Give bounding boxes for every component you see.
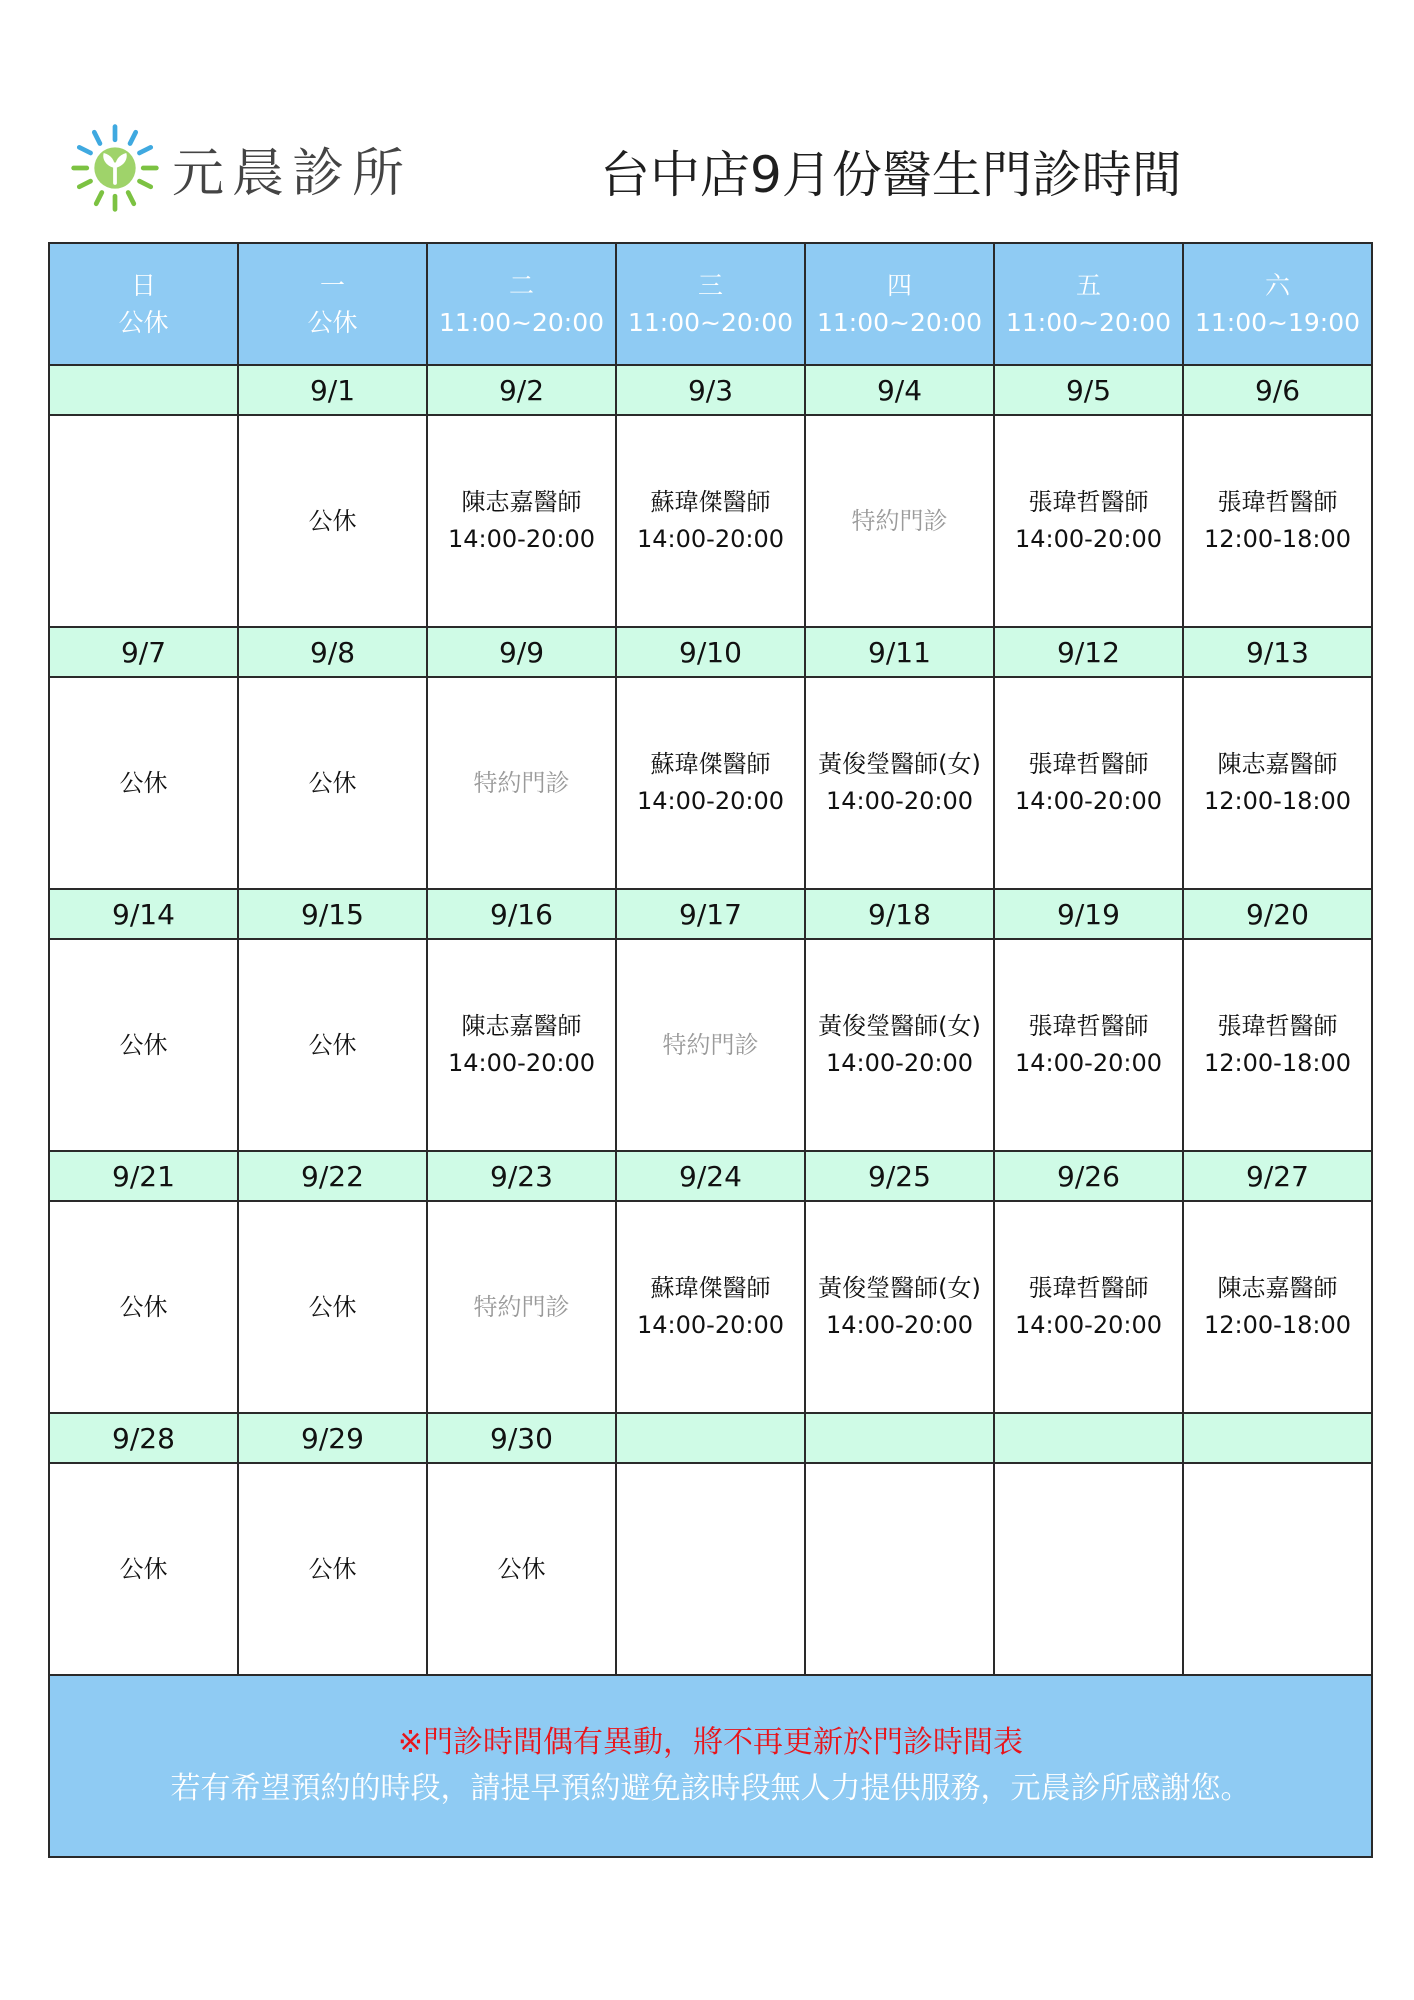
schedule-cell	[238, 415, 427, 627]
clinic-time: 14:00-20:00	[1015, 1311, 1162, 1339]
doctor-name: 特約門診	[662, 1030, 759, 1059]
doctor-name: 張瑋哲醫師	[1028, 488, 1149, 516]
schedule-cell	[1183, 1201, 1372, 1413]
date-cell: 9/30	[427, 1413, 616, 1463]
weekday-header-cell	[238, 243, 427, 365]
date-row	[49, 1151, 1372, 1201]
doctor-name: 特約門診	[851, 506, 948, 535]
schedule-cell	[49, 1463, 238, 1675]
schedule-cell	[238, 1463, 427, 1675]
schedule-cell	[1183, 1463, 1372, 1675]
weekday-label: 四	[886, 271, 912, 300]
weekday-label: 五	[1075, 271, 1101, 300]
doctor-name: 公休	[497, 1554, 546, 1583]
date-cell: 9/17	[616, 889, 805, 939]
doctor-name: 張瑋哲醫師	[1028, 1012, 1149, 1040]
doctor-name: 陳志嘉醫師	[1217, 1274, 1338, 1302]
schedule-cell	[427, 677, 616, 889]
schedule-cell	[49, 1201, 238, 1413]
doctor-name: 黃俊瑩醫師(女)	[818, 750, 981, 778]
schedule-row	[49, 677, 1372, 889]
schedule-cell	[805, 1463, 994, 1675]
clinic-time: 12:00-18:00	[1204, 1049, 1351, 1077]
schedule-table	[48, 242, 1373, 1858]
doctor-name: 公休	[308, 768, 357, 797]
date-row	[49, 627, 1372, 677]
weekday-label: 一	[319, 271, 345, 300]
doctor-name: 特約門診	[473, 1292, 570, 1321]
schedule-row	[49, 1201, 1372, 1413]
weekday-hours: 11:00~19:00	[1194, 308, 1361, 337]
schedule-cell	[49, 939, 238, 1151]
weekday-hours: 11:00~20:00	[1005, 308, 1172, 337]
doctor-name: 公休	[119, 1030, 168, 1059]
weekday-header-cell	[994, 243, 1183, 365]
schedule-cell	[616, 1201, 805, 1413]
notice-row	[49, 1675, 1372, 1857]
doctor-name: 陳志嘉醫師	[1217, 750, 1338, 778]
date-cell: 9/14	[49, 889, 238, 939]
schedule-cell	[616, 939, 805, 1151]
schedule-cell	[427, 1463, 616, 1675]
date-cell	[49, 365, 238, 415]
date-cell: 9/13	[1183, 627, 1372, 677]
weekday-hours: 公休	[118, 308, 169, 337]
date-row	[49, 365, 1372, 415]
clinic-time: 14:00-20:00	[1015, 787, 1162, 815]
doctor-name: 特約門診	[473, 768, 570, 797]
schedule-cell	[1183, 939, 1372, 1151]
schedule-cell	[427, 415, 616, 627]
date-cell	[616, 1413, 805, 1463]
clinic-time: 14:00-20:00	[826, 1311, 973, 1339]
schedule-row	[49, 415, 1372, 627]
page-title: 台中店9月份醫生門診時間	[600, 146, 1182, 204]
date-cell: 9/12	[994, 627, 1183, 677]
schedule-cell	[238, 939, 427, 1151]
doctor-name: 公休	[308, 1292, 357, 1321]
schedule-cell	[805, 415, 994, 627]
weekday-hours: 11:00~20:00	[816, 308, 983, 337]
doctor-name: 黃俊瑩醫師(女)	[818, 1274, 981, 1302]
weekday-header-cell	[805, 243, 994, 365]
weekday-hours: 11:00~20:00	[627, 308, 794, 337]
doctor-name: 張瑋哲醫師	[1217, 1012, 1338, 1040]
clinic-name: 元晨診所	[172, 143, 413, 204]
date-cell: 9/1	[238, 365, 427, 415]
schedule-change-warning: ※門診時間偶有異動，將不再更新於門診時間表	[397, 1725, 1024, 1760]
date-cell: 9/18	[805, 889, 994, 939]
schedule-cell	[1183, 677, 1372, 889]
date-row	[49, 1413, 1372, 1463]
doctor-name: 黃俊瑩醫師(女)	[818, 1012, 981, 1040]
schedule-cell	[994, 677, 1183, 889]
date-cell: 9/6	[1183, 365, 1372, 415]
date-cell: 9/29	[238, 1413, 427, 1463]
schedule-row	[49, 1463, 1372, 1675]
clinic-time: 12:00-18:00	[1204, 787, 1351, 815]
doctor-name: 張瑋哲醫師	[1028, 1274, 1149, 1302]
date-cell: 9/11	[805, 627, 994, 677]
date-cell	[805, 1413, 994, 1463]
weekday-header-cell	[616, 243, 805, 365]
weekday-label: 三	[697, 271, 723, 300]
date-cell: 9/9	[427, 627, 616, 677]
date-cell: 9/27	[1183, 1151, 1372, 1201]
weekday-label: 六	[1264, 271, 1290, 300]
clinic-time: 14:00-20:00	[448, 525, 595, 553]
doctor-name: 公休	[119, 1292, 168, 1321]
doctor-name: 蘇瑋傑醫師	[650, 750, 771, 778]
date-cell: 9/5	[994, 365, 1183, 415]
doctor-name: 公休	[308, 506, 357, 535]
schedule-cell	[994, 939, 1183, 1151]
date-cell: 9/7	[49, 627, 238, 677]
clinic-time: 14:00-20:00	[637, 1311, 784, 1339]
doctor-name: 公休	[308, 1554, 357, 1583]
date-cell: 9/20	[1183, 889, 1372, 939]
date-cell: 9/19	[994, 889, 1183, 939]
schedule-cell	[994, 1201, 1183, 1413]
doctor-name: 公休	[308, 1030, 357, 1059]
doctor-name: 張瑋哲醫師	[1217, 488, 1338, 516]
schedule-cell	[994, 1463, 1183, 1675]
date-cell: 9/16	[427, 889, 616, 939]
schedule-cell	[238, 677, 427, 889]
date-cell: 9/3	[616, 365, 805, 415]
schedule-cell	[616, 1463, 805, 1675]
booking-note: 若有希望預約的時段，請提早預約避免該時段無人力提供服務，元晨診所感謝您。	[170, 1771, 1251, 1806]
weekday-label: 日	[130, 271, 156, 300]
notice-cell	[49, 1675, 1372, 1857]
date-cell: 9/28	[49, 1413, 238, 1463]
clinic-time: 14:00-20:00	[448, 1049, 595, 1077]
schedule-cell	[49, 415, 238, 627]
doctor-name: 蘇瑋傑醫師	[650, 1274, 771, 1302]
schedule-cell	[616, 415, 805, 627]
date-cell: 9/21	[49, 1151, 238, 1201]
clinic-time: 14:00-20:00	[637, 525, 784, 553]
doctor-name: 公休	[119, 1554, 168, 1583]
schedule-cell	[616, 677, 805, 889]
date-cell: 9/26	[994, 1151, 1183, 1201]
schedule-cell	[427, 1201, 616, 1413]
date-cell	[1183, 1413, 1372, 1463]
clinic-time: 14:00-20:00	[826, 787, 973, 815]
schedule-cell	[805, 939, 994, 1151]
date-cell: 9/25	[805, 1151, 994, 1201]
clinic-time: 12:00-18:00	[1204, 1311, 1351, 1339]
date-cell: 9/23	[427, 1151, 616, 1201]
date-cell: 9/15	[238, 889, 427, 939]
schedule-cell	[994, 415, 1183, 627]
schedule-cell	[1183, 415, 1372, 627]
schedule-row	[49, 939, 1372, 1151]
doctor-name: 蘇瑋傑醫師	[650, 488, 771, 516]
clinic-time: 12:00-18:00	[1204, 525, 1351, 553]
doctor-name: 陳志嘉醫師	[461, 1012, 582, 1040]
doctor-name: 張瑋哲醫師	[1028, 750, 1149, 778]
weekday-header-cell	[49, 243, 238, 365]
weekday-header-row	[49, 243, 1372, 365]
doctor-name: 陳志嘉醫師	[461, 488, 582, 516]
clinic-time: 14:00-20:00	[637, 787, 784, 815]
date-cell: 9/24	[616, 1151, 805, 1201]
schedule-cell	[805, 1201, 994, 1413]
clinic-time: 14:00-20:00	[1015, 525, 1162, 553]
date-cell: 9/22	[238, 1151, 427, 1201]
date-cell	[994, 1413, 1183, 1463]
date-cell: 9/8	[238, 627, 427, 677]
clinic-time: 14:00-20:00	[1015, 1049, 1162, 1077]
weekday-hours: 公休	[307, 308, 358, 337]
weekday-header-cell	[427, 243, 616, 365]
weekday-label: 二	[508, 271, 534, 300]
date-cell: 9/4	[805, 365, 994, 415]
clinic-time: 14:00-20:00	[826, 1049, 973, 1077]
date-cell: 9/2	[427, 365, 616, 415]
sun-sprout-logo-icon	[68, 118, 162, 218]
schedule-cell	[238, 1201, 427, 1413]
date-cell: 9/10	[616, 627, 805, 677]
date-row	[49, 889, 1372, 939]
schedule-cell	[427, 939, 616, 1151]
weekday-header-cell	[1183, 243, 1372, 365]
clinic-logo	[68, 118, 412, 218]
doctor-name: 公休	[119, 768, 168, 797]
schedule-cell	[49, 677, 238, 889]
schedule-cell	[805, 677, 994, 889]
weekday-hours: 11:00~20:00	[438, 308, 605, 337]
